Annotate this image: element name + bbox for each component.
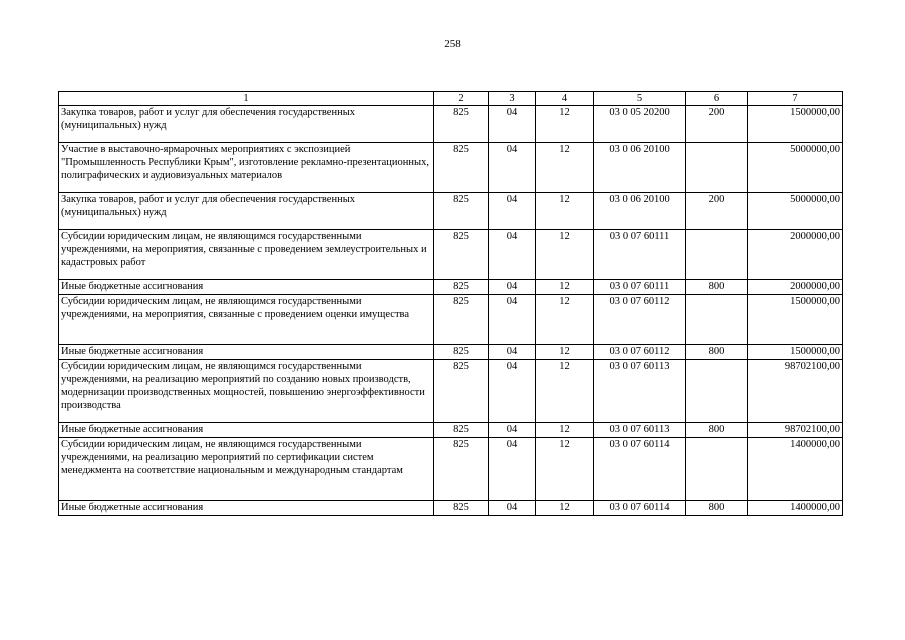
row-section: 04 xyxy=(489,193,536,230)
row-section: 04 xyxy=(489,143,536,193)
row-expense-type xyxy=(686,360,748,423)
row-description: Закупка товаров, работ и услуг для обеспечения государственных (муниципальных) нужд xyxy=(59,193,434,230)
row-section: 04 xyxy=(489,106,536,143)
row-description: Субсидии юридическим лицам, не являющимся государственными учреждениями, на реализацию мероприятий по созданию новых производств, модернизации производственных мощностей, повышению энергоэффективности производства xyxy=(59,360,434,423)
row-ministry-code: 825 xyxy=(434,106,489,143)
row-target-article: 03 0 06 20100 xyxy=(594,143,686,193)
row-amount: 1400000,00 xyxy=(748,501,843,516)
table-row xyxy=(59,193,843,230)
row-subsection: 12 xyxy=(536,280,594,295)
row-expense-type: 800 xyxy=(686,345,748,360)
row-ministry-code: 825 xyxy=(434,143,489,193)
row-expense-type xyxy=(686,230,748,280)
table-row xyxy=(59,345,843,360)
header-cell: 6 xyxy=(686,92,748,106)
table-row xyxy=(59,106,843,143)
row-expense-type xyxy=(686,438,748,501)
table-row xyxy=(59,143,843,193)
table-header-row xyxy=(59,92,843,106)
row-description: Участие в выставочно-ярмарочных мероприятиях с экспозицией "Промышленность Республики Крым", изготовление рекламно-презентационных, полиграфических и аудиовизуальных материалов xyxy=(59,143,434,193)
row-subsection: 12 xyxy=(536,345,594,360)
row-amount: 2000000,00 xyxy=(748,230,843,280)
row-subsection: 12 xyxy=(536,423,594,438)
row-amount: 1400000,00 xyxy=(748,438,843,501)
header-cell: 5 xyxy=(594,92,686,106)
row-ministry-code: 825 xyxy=(434,230,489,280)
row-description: Иные бюджетные ассигнования xyxy=(59,345,434,360)
row-amount: 5000000,00 xyxy=(748,193,843,230)
row-target-article: 03 0 06 20100 xyxy=(594,193,686,230)
row-target-article: 03 0 07 60113 xyxy=(594,423,686,438)
header-cell: 2 xyxy=(434,92,489,106)
row-amount: 2000000,00 xyxy=(748,280,843,295)
table-row xyxy=(59,360,843,423)
row-subsection: 12 xyxy=(536,106,594,143)
table-row xyxy=(59,280,843,295)
row-description: Иные бюджетные ассигнования xyxy=(59,423,434,438)
row-section: 04 xyxy=(489,230,536,280)
row-description: Субсидии юридическим лицам, не являющимся государственными учреждениями, на мероприятия, связанные с проведением землеустроительных и кадастровых работ xyxy=(59,230,434,280)
row-subsection: 12 xyxy=(536,230,594,280)
row-expense-type: 200 xyxy=(686,193,748,230)
row-section: 04 xyxy=(489,360,536,423)
row-ministry-code: 825 xyxy=(434,280,489,295)
row-amount: 1500000,00 xyxy=(748,106,843,143)
row-amount: 1500000,00 xyxy=(748,295,843,345)
table-row xyxy=(59,230,843,280)
row-ministry-code: 825 xyxy=(434,295,489,345)
row-expense-type xyxy=(686,143,748,193)
header-cell: 4 xyxy=(536,92,594,106)
header-cell: 3 xyxy=(489,92,536,106)
row-target-article: 03 0 05 20200 xyxy=(594,106,686,143)
row-amount: 98702100,00 xyxy=(748,360,843,423)
row-target-article: 03 0 07 60113 xyxy=(594,360,686,423)
table-row xyxy=(59,501,843,516)
row-target-article: 03 0 07 60111 xyxy=(594,280,686,295)
row-expense-type: 800 xyxy=(686,423,748,438)
row-subsection: 12 xyxy=(536,438,594,501)
row-description: Субсидии юридическим лицам, не являющимся государственными учреждениями, на мероприятия, связанные с проведением оценки имущества xyxy=(59,295,434,345)
row-description: Иные бюджетные ассигнования xyxy=(59,501,434,516)
row-ministry-code: 825 xyxy=(434,423,489,438)
row-target-article: 03 0 07 60112 xyxy=(594,295,686,345)
row-amount: 1500000,00 xyxy=(748,345,843,360)
row-subsection: 12 xyxy=(536,501,594,516)
row-subsection: 12 xyxy=(536,295,594,345)
row-section: 04 xyxy=(489,280,536,295)
page-number: 258 xyxy=(444,38,461,50)
row-amount: 98702100,00 xyxy=(748,423,843,438)
table-row xyxy=(59,295,843,345)
row-expense-type xyxy=(686,295,748,345)
header-cell: 7 xyxy=(748,92,843,106)
row-subsection: 12 xyxy=(536,360,594,423)
row-ministry-code: 825 xyxy=(434,345,489,360)
budget-table xyxy=(58,91,843,516)
row-ministry-code: 825 xyxy=(434,193,489,230)
row-expense-type: 800 xyxy=(686,280,748,295)
row-section: 04 xyxy=(489,501,536,516)
row-target-article: 03 0 07 60111 xyxy=(594,230,686,280)
table-row xyxy=(59,423,843,438)
row-expense-type: 800 xyxy=(686,501,748,516)
row-description: Субсидии юридическим лицам, не являющимся государственными учреждениями, на реализацию мероприятий по сертификации систем менеджмента на соответствие национальным и международным стандартам xyxy=(59,438,434,501)
row-subsection: 12 xyxy=(536,143,594,193)
row-section: 04 xyxy=(489,438,536,501)
row-section: 04 xyxy=(489,295,536,345)
row-description: Иные бюджетные ассигнования xyxy=(59,280,434,295)
row-ministry-code: 825 xyxy=(434,438,489,501)
row-subsection: 12 xyxy=(536,193,594,230)
row-target-article: 03 0 07 60114 xyxy=(594,501,686,516)
row-ministry-code: 825 xyxy=(434,501,489,516)
row-description: Закупка товаров, работ и услуг для обеспечения государственных (муниципальных) нужд xyxy=(59,106,434,143)
row-expense-type: 200 xyxy=(686,106,748,143)
row-target-article: 03 0 07 60114 xyxy=(594,438,686,501)
row-target-article: 03 0 07 60112 xyxy=(594,345,686,360)
table-row xyxy=(59,438,843,501)
row-amount: 5000000,00 xyxy=(748,143,843,193)
header-cell: 1 xyxy=(59,92,434,106)
row-ministry-code: 825 xyxy=(434,360,489,423)
row-section: 04 xyxy=(489,345,536,360)
row-section: 04 xyxy=(489,423,536,438)
